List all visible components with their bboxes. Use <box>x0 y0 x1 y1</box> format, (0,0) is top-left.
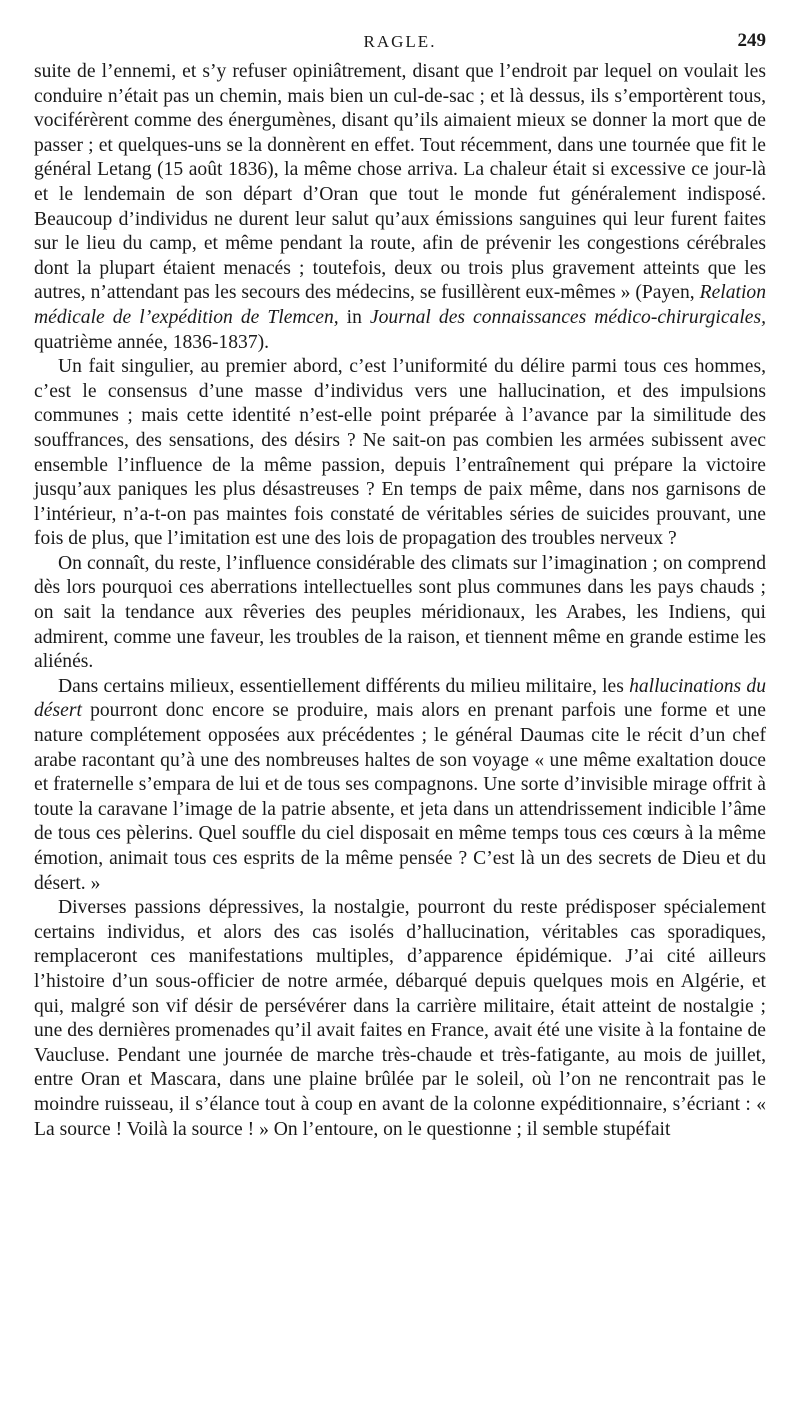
paragraph <box>34 552 766 675</box>
text-run: Un fait singulier, au premier abord, c’est l’uniformité du délire parmi tous ces hommes, c’est le consensus d’une masse d’individus vers une hallucination, et des impulsions communes ; mais cette identité n’est-elle point préparée à l’avance par la similitude des souffrances, des sensations, des désirs ? Ne sait-on pas combien les armées subissent avec ensemble l’influence de la même passion, depuis l’entraînement qui prépare la victoire jusqu’aux paniques les plus désastreuses ? En temps de paix même, dans nos garnisons de l’intérieur, n’a-t-on pas maintes fois constaté de véritables séries de suicides prouvant, une fois de plus, que l’imitation est une des lois de propagation des troubles nerveux ? <box>34 356 766 550</box>
body-text <box>34 60 766 1142</box>
italic-text-run: hallucinations du désert <box>34 675 766 722</box>
italic-text-run: Relation médicale de l’expédition de Tlemcen, <box>34 282 766 328</box>
text-run: quatrième année, 1836-1837). <box>34 331 270 353</box>
italic-text-run: Journal des connaissances médico-chirurgicales, <box>369 306 766 328</box>
text-run: pourront donc encore se produire, mais alors en prenant parfois une forme et une nature complétement opposées aux précédentes ; le général Daumas cite le récit d’un chef arabe racontant qu’à une des nombreuses haltes de son voyage « une même exaltation douce et fraternelle s’empara de lui et de tous ses compagnons. Une sorte d’invisible mirage offrit à toute la caravane l’image de la patrie absente, et jeta dans un attendrissement indicible l’âme de tous ces pèlerins. Quel souffle du ciel disposait en même temps tous ces cœurs à la même émotion, animait tous ces esprits de la même pensée ? C’est là un des secrets de Dieu et du désert. » <box>34 700 766 894</box>
page-number: 249 <box>737 30 766 51</box>
text-run: Dans certains milieux, essentiellement différents du milieu militaire, les <box>58 675 630 697</box>
paragraph <box>34 896 766 1142</box>
book-page <box>34 30 766 1142</box>
running-head <box>34 30 766 56</box>
text-run: suite de l’ennemi, et s’y refuser opiniâtrement, disant que l’endroit par lequel on voulait les conduire n’était pas un chemin, mais bien un cul-de-sac ; et là dessus, ils s’emportèrent tous, vociférèrent comme des énergumènes, disant qu’ils aimaient mieux se donner la mort que de passer ; et quelques-uns se la donnèrent en effet. Tout récemment, dans une tournée que fit le général Letang (15 août 1836), la même chose arriva. La chaleur était si excessive ce jour-là et le lendemain de son départ d’Oran que tout le monde fut généralement indisposé. Beaucoup d’individus ne durent leur salut qu’aux émissions sanguines qui leur furent faites sur le lieu du camp, et même pendant la route, afin de prévenir les congestions cérébrales dont la plupart étaient menacés ; toutefois, deux ou trois plus gravement atteints que les autres, n’attendant pas les secours des médecins, se fusillèrent eux-mêmes » (Payen, <box>34 61 766 304</box>
running-title: RAGLE. <box>363 32 437 51</box>
text-run: On connaît, du reste, l’influence considérable des climats sur l’imagination ; on comprend dès lors pourquoi ces aberrations intellectuelles sont plus communes dans les pays chauds ; on sait la tendance aux rêveries des peuples méridionaux, les Arabes, les Indiens, qui admirent, comme une faveur, les troubles de la raison, et tiennent même en grande estime les aliénés. <box>34 552 766 673</box>
text-run: Diverses passions dépressives, la nostalgie, pourront du reste prédisposer spécialement certains individus, et alors des cas isolés d’hallucination, véritables cas sporadiques, remplaceront ces manifestations multiples, d’apparence épidémique. J’ai cité ailleurs l’histoire d’un sous-officier de notre armée, débarqué depuis quelques mois en Algérie, et qui, malgré son vif désir de persévérer dans la carrière militaire, était atteint de nostalgie ; une des dernières promenades qu’il avait faites en France, avait été une visite à la fontaine de Vaucluse. Pendant une journée de marche très-chaude et très-fatigante, au mois de juillet, entre Oran et Mascara, dans une plaine brûlée par le soleil, où l’on ne rencontrait pas le moindre ruisseau, il s’élance tout à coup en avant de la colonne expéditionnaire, s’écriant : « La source ! Voilà la source ! » On l’entoure, on le questionne ; il semble stupéfait <box>34 897 766 1140</box>
paragraph <box>34 60 766 355</box>
text-run: in <box>338 306 370 328</box>
paragraph <box>34 675 766 896</box>
paragraph <box>34 355 766 552</box>
